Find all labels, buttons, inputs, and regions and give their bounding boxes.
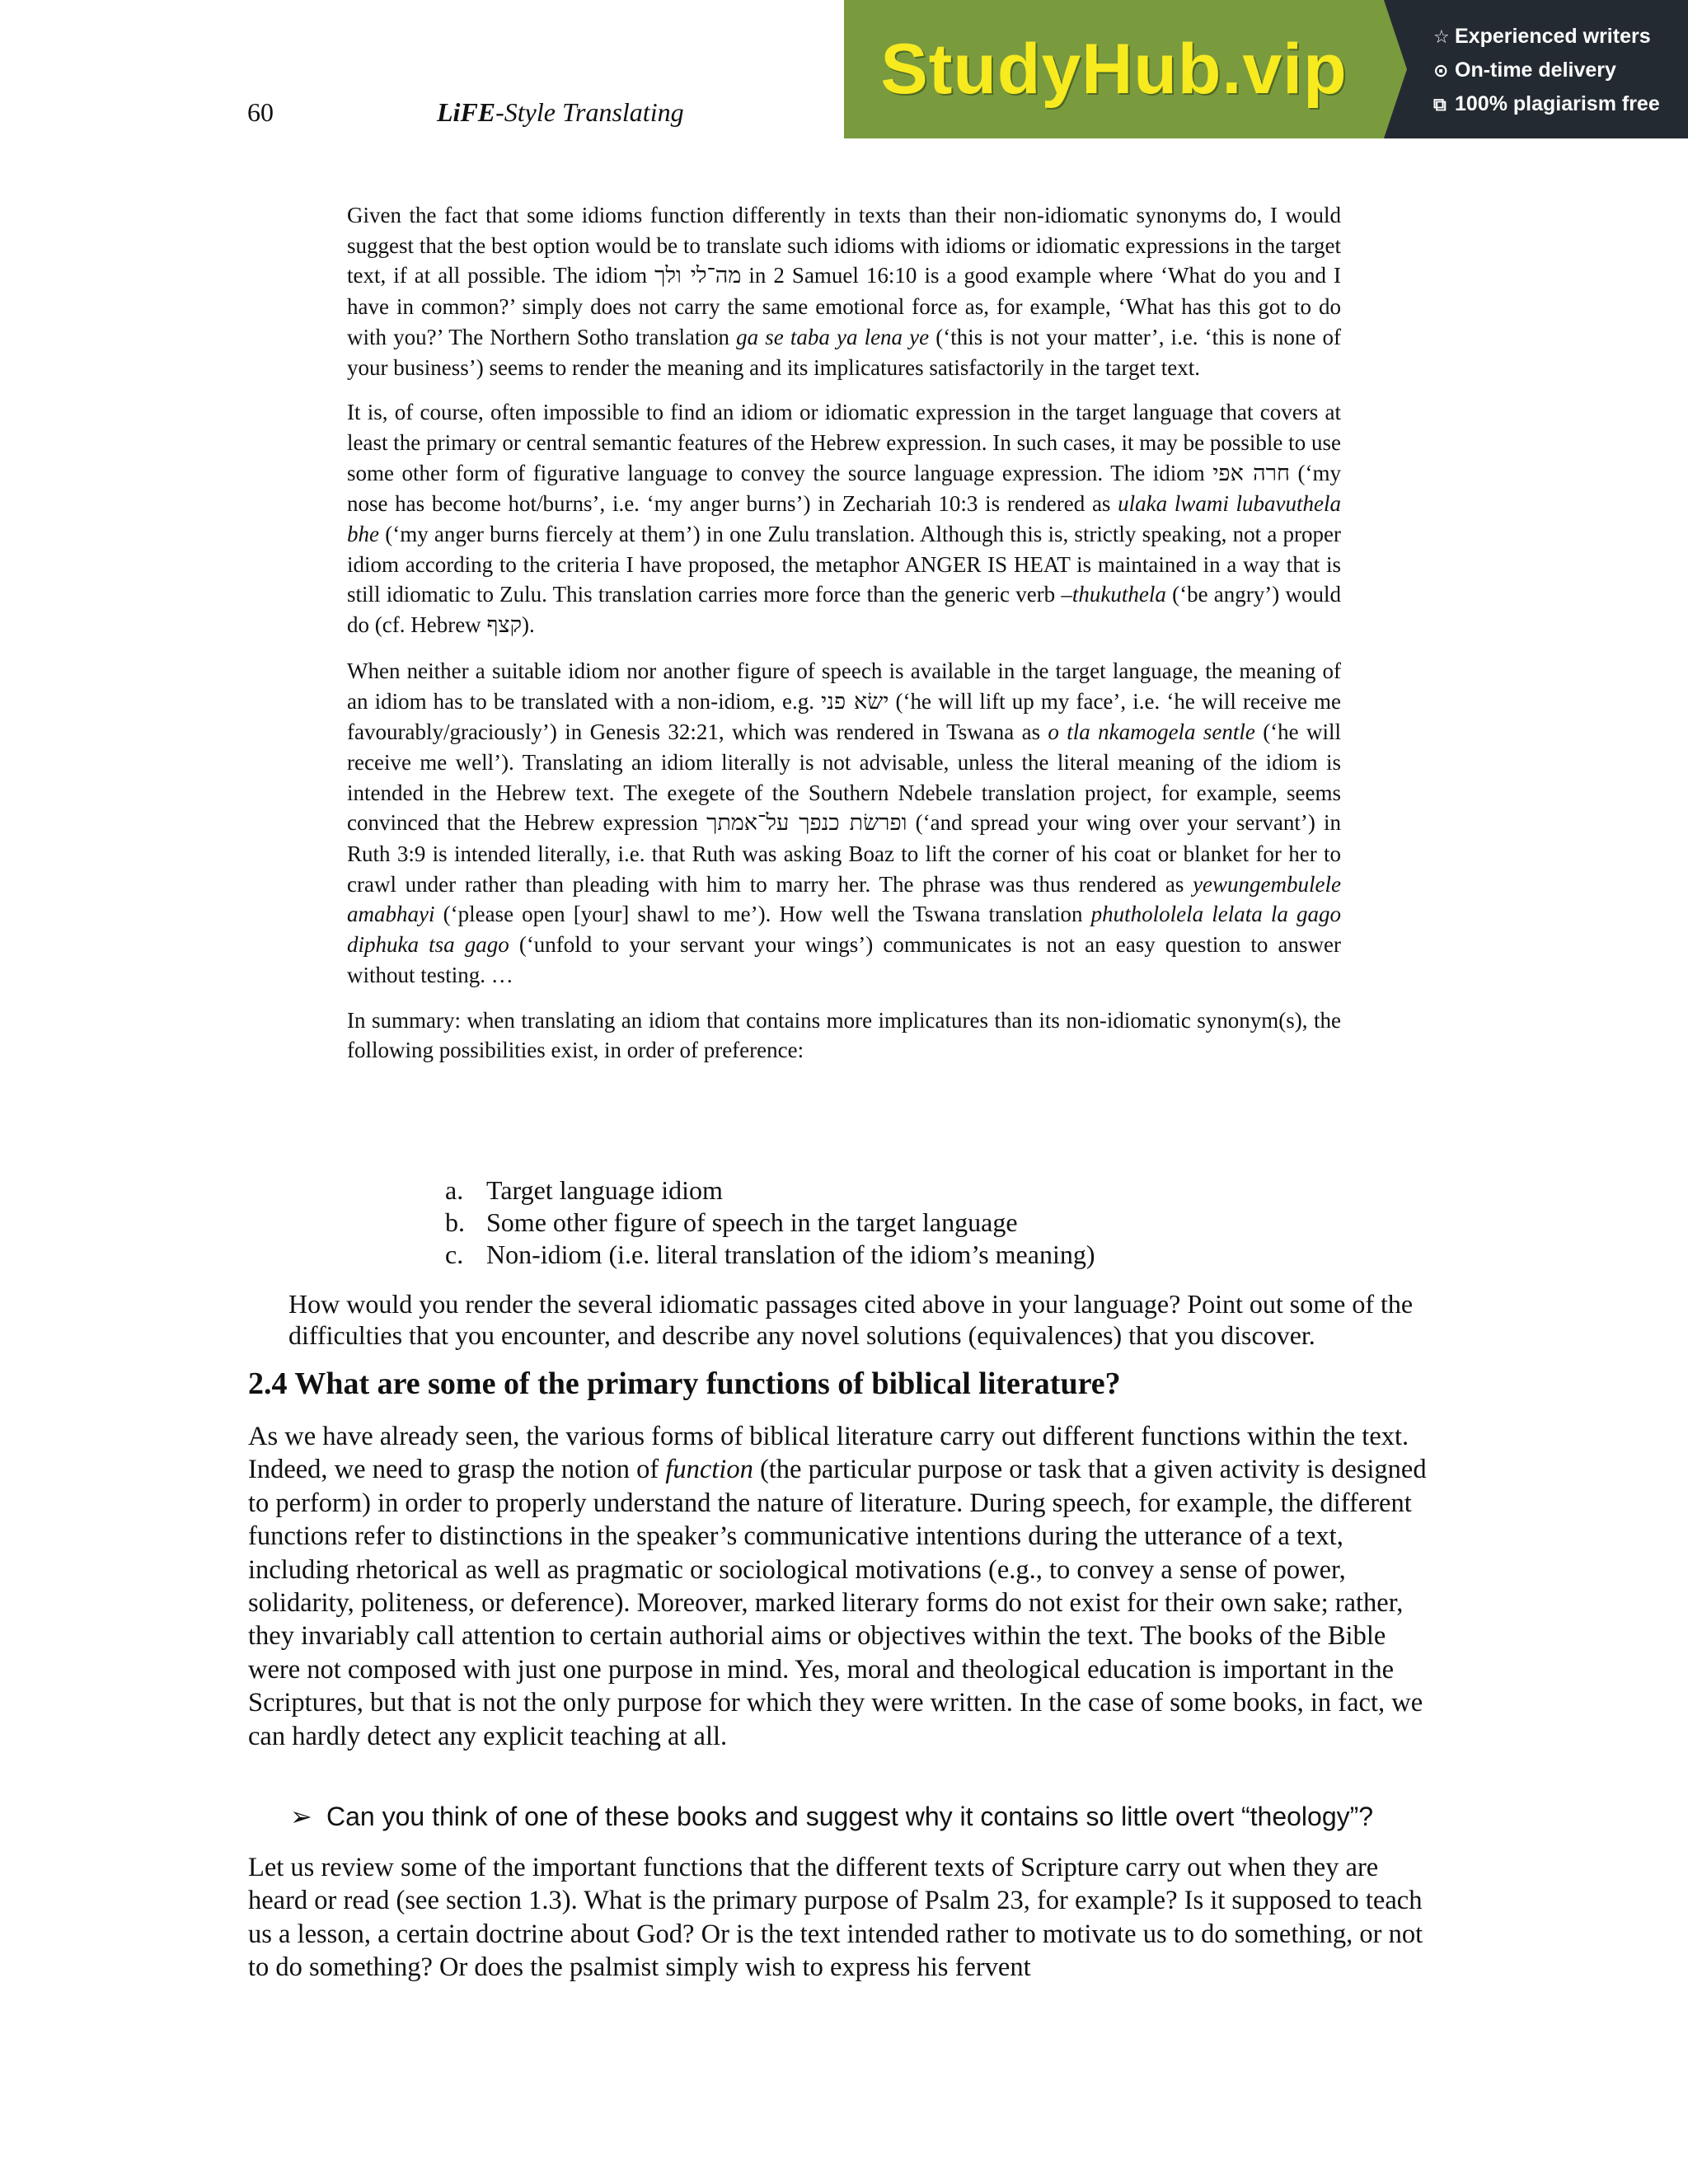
bullet-question — [290, 1801, 1373, 1832]
quote-paragraph-3 — [347, 656, 1341, 991]
italic-text: ga se taba ya lena ye — [736, 324, 930, 349]
feature-label: 100% plagiarism free — [1455, 92, 1660, 115]
hebrew-text: ישׂא פני — [821, 688, 889, 715]
section-heading: 2.4 What are some of the primary functions of biblical literature? — [248, 1366, 1121, 1401]
arrow-bullet-icon: ➢ — [290, 1802, 312, 1831]
hebrew-text: ופרשׂת כנפך על־אמתך — [706, 810, 907, 837]
text-run: (‘unfold to your servant your wings’) communicates is not an easy question to answer without testing. … — [347, 932, 1342, 987]
banner-features — [1384, 0, 1688, 138]
feature-item — [1433, 54, 1688, 87]
list-item — [445, 1239, 1095, 1271]
text-run: (‘please open [your] shawl to me’). How well the Tswana translation — [434, 902, 1091, 927]
list-item — [445, 1174, 1095, 1207]
star-icon: ☆ — [1433, 26, 1450, 47]
running-header — [247, 97, 684, 128]
text-run: in 2 Samuel 16:10 is a good example where ‘What do you and I have in common?’ simply does not carry the same emotional force as, for example, ‘What has this got to do with you?’ The Northern Sotho translation — [347, 263, 1341, 349]
text-run: When neither a suitable idiom nor another figure of speech is available in the target language, the meaning of an idiom has to be translated with a non-idiom, e.g. — [347, 658, 1341, 714]
italic-text: ulaka lwami lubavuthela bhe — [347, 491, 1341, 547]
list-item — [445, 1207, 1095, 1239]
list-marker: c. — [445, 1240, 464, 1269]
page-number: 60 — [247, 97, 274, 127]
feature-item — [1433, 20, 1688, 54]
running-title-rest: -Style Translating — [495, 97, 684, 127]
list-item-text: Target language idiom — [486, 1175, 723, 1205]
italic-text: phuthololela lelata la gago diphuka tsa gago — [347, 902, 1341, 958]
text-run: Given the fact that some idioms function differently in texts than their non-idiomatic synonyms do, I would suggest that the best option would be to translate such idioms with idioms or idiomatic expressions in the target text, if at all possible. The idiom — [347, 203, 1341, 288]
running-title — [437, 97, 684, 127]
text-run: (‘he will receive me well’). Translating an idiom literally is not advisable, unless the literal meaning of the idiom is intended in the Hebrew text. The exegete of the Southern Ndebele translation project, for example, seems convinced that the Hebrew expression — [347, 719, 1341, 836]
body-paragraph-2: Let us review some of the important functions that the different texts of Scripture carry out when they are heard or read (see section 1.3). What is the primary purpose of Psalm 23, for example? Is it supposed to teach us a lesson, a certain doctrine about God? Or is the text intended rather to motivate us to do something, or not to do something? Or does the psalmist simply wish to express his fervent — [248, 1853, 1423, 1983]
brand-logo[interactable]: StudyHub.vip — [880, 29, 1348, 109]
text-run: (‘my anger burns fiercely at them’) in one Zulu translation. Although this is, strictly speaking, not a proper idiom according to the criteria I have proposed, the metaphor ANGER IS HEAT is maintained in a way that is still idiomatic to Zulu. This translation carries more force than the generic verb – — [347, 522, 1341, 607]
preference-list — [445, 1174, 1095, 1271]
italic-text: o tla nkamogela sentle — [1048, 719, 1255, 745]
text-run: (‘my nose has become hot/burns’, i.e. ‘my anger burns’) in Zechariah 10:3 is rendered as — [347, 460, 1342, 517]
running-title-bold: LiFE — [437, 97, 496, 127]
text-run: ). — [522, 612, 535, 638]
hebrew-text: חרה אפי — [1212, 460, 1290, 486]
text-run: (‘be angry’) would do (cf. Hebrew — [347, 582, 1341, 638]
clock-icon: ⊙ — [1433, 59, 1449, 81]
text-run: It is, of course, often impossible to find an idiom or idiomatic expression in the target language that covers at least the primary or central semantic features of the Hebrew expression. In such cases, it may be possible to use some other form of figurative language to convey the source language expression. The idiom — [347, 400, 1341, 485]
copy-icon: ⧉ — [1433, 93, 1447, 115]
studyhub-banner[interactable] — [844, 0, 1688, 138]
quote-paragraph-4: In summary: when translating an idiom that contains more implicatures than its non-idiomatic synonym(s), the following possibilities exist, in order of preference: — [347, 1007, 1341, 1063]
hebrew-text: קצף — [486, 612, 523, 639]
list-item-text: Some other figure of speech in the target language — [486, 1207, 1018, 1237]
text-run: (the particular purpose or task that a given activity is designed to perform) in order to properly understand the nature of literature. During speech, for example, the different functions refer to distinctions in the speaker’s communicative intentions during the utterance of a text, including rhetorical as well as pragmatic or sociological motivations (e.g., to convey a sense of power, solidarity, politeness, or deference). Moreover, marked literary forms do not exist for their own sake; rather, they invariably call attention to certain authorial aims or objectives within the text. The books of the Bible were not composed with just one purpose in mind. Yes, moral and theological education is important in the Scriptures, but that is not the only purpose for which they were written. In the case of some books, in fact, we can hardly detect any explicit teaching at all. — [248, 1455, 1427, 1751]
bullet-text: Can you think of one of these books and suggest why it contains so little overt “theology”? — [326, 1802, 1374, 1831]
hebrew-text: מה־לי ולך — [654, 263, 742, 289]
quote-paragraph-1 — [347, 200, 1341, 382]
italic-text: function — [665, 1455, 753, 1485]
block-quote — [347, 200, 1341, 1080]
italic-text: thukuthela — [1071, 582, 1166, 607]
italic-text: yewungembulele amabhayi — [347, 871, 1341, 927]
exercise-question: How would you render the several idiomatic passages cited above in your language? Point out some of the difficulties that you encounter, and describe any novel solutions (equivalences) that you discover. — [288, 1289, 1414, 1350]
text-run: (‘this is not your matter’, i.e. ‘this is none of your business’) seems to render the meaning and its implicatures satisfactorily in the target text. — [347, 324, 1342, 380]
feature-label: On-time delivery — [1455, 59, 1616, 82]
text-run: (‘he will lift up my face’, i.e. ‘he will receive me favourably/graciously’) in Genesis 32:21, which was rendered in Tswana as — [347, 688, 1342, 745]
text-run: As we have already seen, the various forms of biblical literature carry out different functions within the text. Indeed, we need to grasp the notion of — [248, 1422, 1409, 1485]
feature-label: Experienced writers — [1455, 25, 1651, 48]
text-run: (‘and spread your wing over your servant’) in Ruth 3:9 is intended literally, i.e. that Ruth was asking Boaz to lift the corner of his coat or blanket for her to crawl under rather than pleading with him to marry her. The phrase was thus rendered as — [347, 810, 1341, 897]
list-marker: b. — [445, 1207, 465, 1237]
banner-logo-area[interactable] — [844, 0, 1384, 138]
list-marker: a. — [445, 1175, 464, 1205]
quote-paragraph-2 — [347, 397, 1341, 641]
list-item-text: Non-idiom (i.e. literal translation of the idiom’s meaning) — [486, 1240, 1095, 1269]
body-paragraph-1 — [248, 1420, 1443, 1753]
feature-item — [1433, 87, 1688, 121]
